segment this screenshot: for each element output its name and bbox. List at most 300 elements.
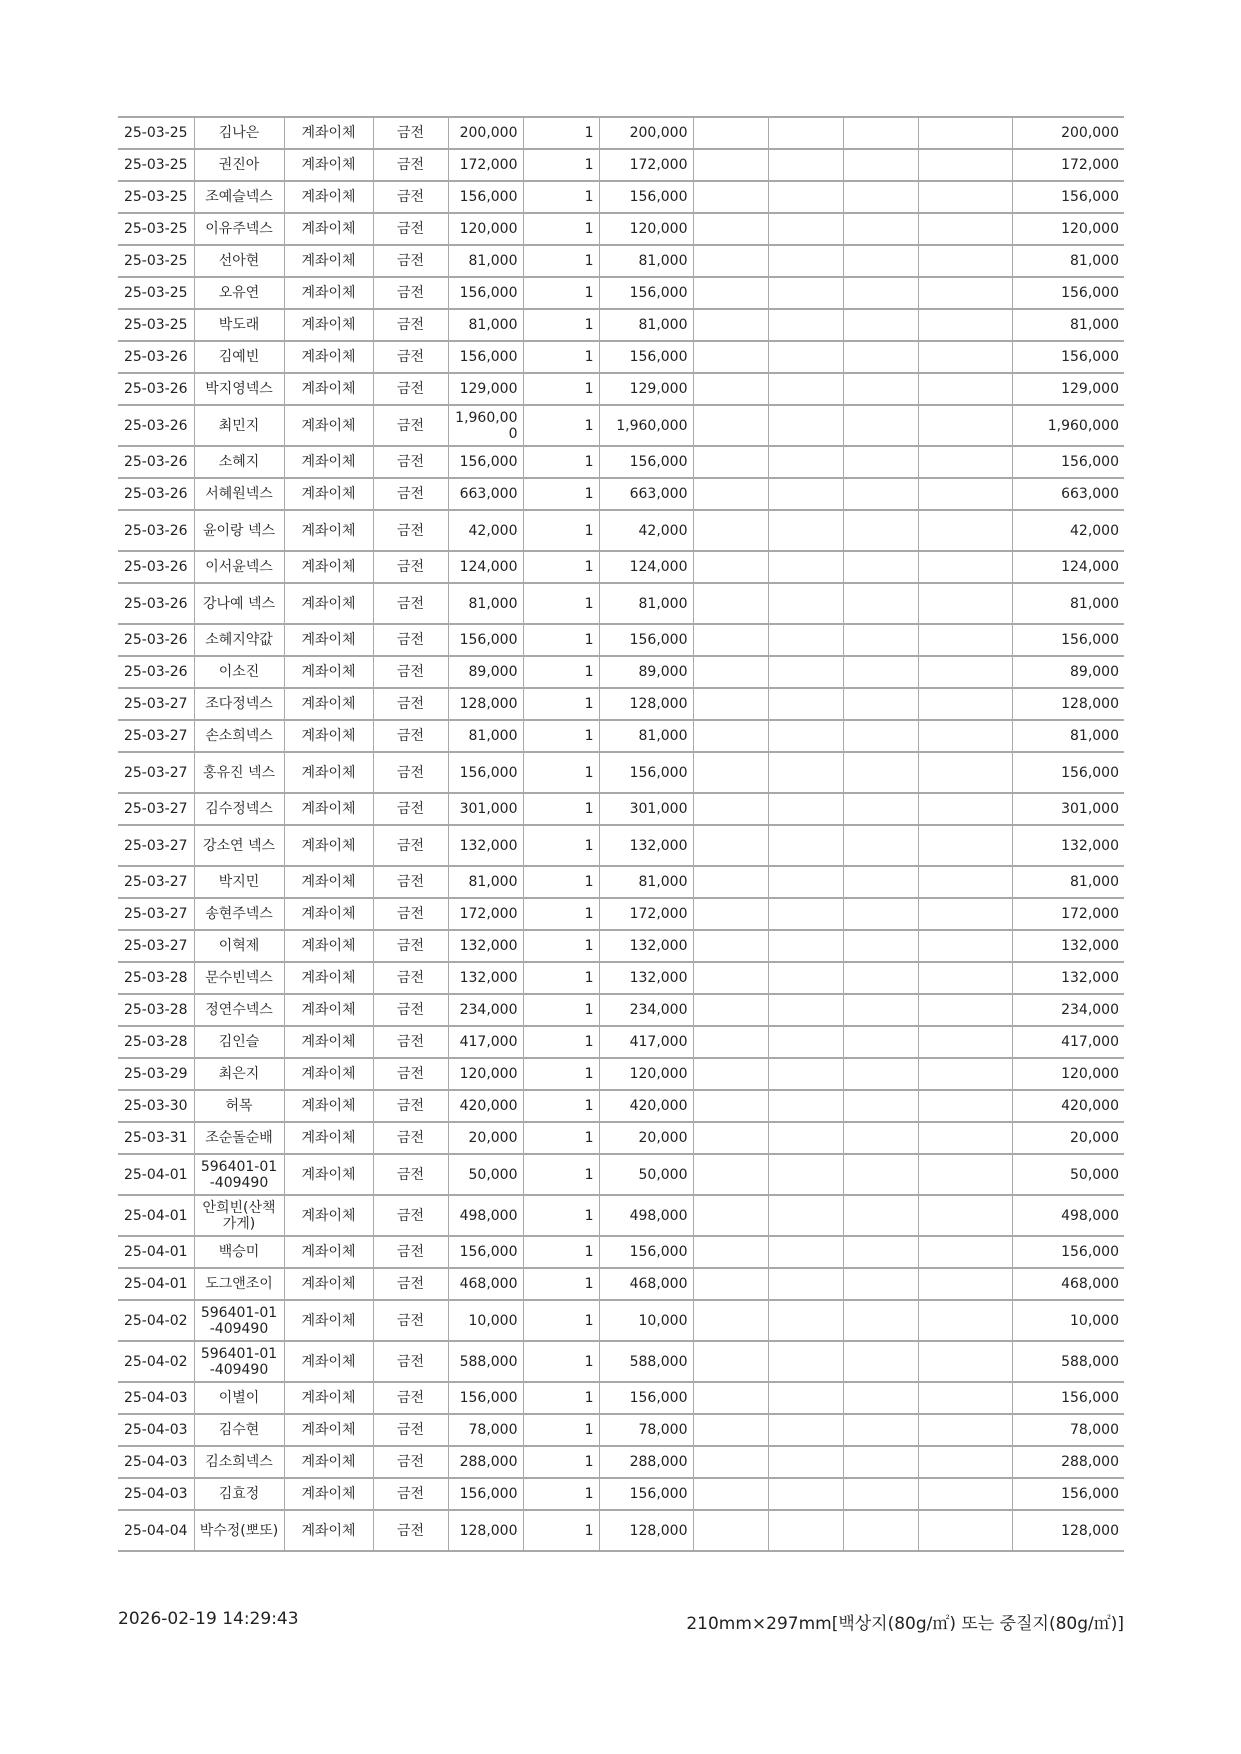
qty-cell: 1 xyxy=(523,656,599,688)
name-cell: 서혜원넥스 xyxy=(194,478,284,510)
amount-cell: 81,000 xyxy=(599,309,693,341)
blank-cell xyxy=(843,1090,918,1122)
name-cell: 이유주넥스 xyxy=(194,213,284,245)
method-cell: 계좌이체 xyxy=(284,1510,373,1551)
blank-cell xyxy=(693,994,768,1026)
qty-cell: 1 xyxy=(523,551,599,583)
method-cell: 계좌이체 xyxy=(284,624,373,656)
date-cell: 25-04-04 xyxy=(118,1510,194,1551)
blank-cell xyxy=(918,405,1012,446)
blank-cell xyxy=(843,825,918,866)
table-row xyxy=(118,309,1124,341)
qty-cell: 1 xyxy=(523,213,599,245)
type-cell: 금전 xyxy=(373,825,448,866)
blank-cell xyxy=(843,117,918,149)
blank-cell xyxy=(918,213,1012,245)
blank-cell xyxy=(918,1382,1012,1414)
qty-cell: 1 xyxy=(523,405,599,446)
qty-cell: 1 xyxy=(523,1300,599,1341)
table-row xyxy=(118,478,1124,510)
date-cell: 25-04-03 xyxy=(118,1478,194,1510)
total-cell: 1,960,000 xyxy=(1012,405,1124,446)
type-cell: 금전 xyxy=(373,1341,448,1382)
price-cell: 172,000 xyxy=(448,149,523,181)
date-cell: 25-04-01 xyxy=(118,1154,194,1195)
blank-cell xyxy=(918,930,1012,962)
blank-cell xyxy=(843,181,918,213)
blank-cell xyxy=(693,1122,768,1154)
amount-cell: 156,000 xyxy=(599,277,693,309)
name-cell: 박수정(뽀또) xyxy=(194,1510,284,1551)
blank-cell xyxy=(768,624,843,656)
table-row xyxy=(118,1195,1124,1236)
blank-cell xyxy=(918,277,1012,309)
name-cell: 조순돌순배 xyxy=(194,1122,284,1154)
blank-cell xyxy=(918,446,1012,478)
table-row xyxy=(118,373,1124,405)
blank-cell xyxy=(918,624,1012,656)
total-cell: 663,000 xyxy=(1012,478,1124,510)
blank-cell xyxy=(843,752,918,793)
amount-cell: 588,000 xyxy=(599,1341,693,1382)
total-cell: 588,000 xyxy=(1012,1341,1124,1382)
qty-cell: 1 xyxy=(523,1510,599,1551)
type-cell: 금전 xyxy=(373,583,448,624)
price-cell: 42,000 xyxy=(448,510,523,551)
qty-cell: 1 xyxy=(523,373,599,405)
total-cell: 156,000 xyxy=(1012,1478,1124,1510)
price-cell: 420,000 xyxy=(448,1090,523,1122)
price-cell: 81,000 xyxy=(448,309,523,341)
table-row xyxy=(118,510,1124,551)
amount-cell: 172,000 xyxy=(599,149,693,181)
blank-cell xyxy=(843,688,918,720)
blank-cell xyxy=(768,1341,843,1382)
table-row xyxy=(118,1268,1124,1300)
blank-cell xyxy=(918,962,1012,994)
total-cell: 78,000 xyxy=(1012,1414,1124,1446)
name-cell: 이별이 xyxy=(194,1382,284,1414)
price-cell: 120,000 xyxy=(448,213,523,245)
price-cell: 89,000 xyxy=(448,656,523,688)
name-cell: 김수정넥스 xyxy=(194,793,284,825)
total-cell: 20,000 xyxy=(1012,1122,1124,1154)
date-cell: 25-03-26 xyxy=(118,583,194,624)
table-row xyxy=(118,866,1124,898)
type-cell: 금전 xyxy=(373,688,448,720)
blank-cell xyxy=(768,583,843,624)
blank-cell xyxy=(693,309,768,341)
qty-cell: 1 xyxy=(523,1058,599,1090)
blank-cell xyxy=(693,1414,768,1446)
date-cell: 25-03-27 xyxy=(118,898,194,930)
method-cell: 계좌이체 xyxy=(284,793,373,825)
method-cell: 계좌이체 xyxy=(284,994,373,1026)
method-cell: 계좌이체 xyxy=(284,1300,373,1341)
qty-cell: 1 xyxy=(523,245,599,277)
type-cell: 금전 xyxy=(373,866,448,898)
blank-cell xyxy=(693,1090,768,1122)
name-cell: 박지영넥스 xyxy=(194,373,284,405)
blank-cell xyxy=(693,551,768,583)
type-cell: 금전 xyxy=(373,277,448,309)
blank-cell xyxy=(693,583,768,624)
blank-cell xyxy=(918,341,1012,373)
date-cell: 25-03-28 xyxy=(118,1026,194,1058)
method-cell: 계좌이체 xyxy=(284,930,373,962)
blank-cell xyxy=(693,898,768,930)
type-cell: 금전 xyxy=(373,1154,448,1195)
blank-cell xyxy=(768,898,843,930)
total-cell: 120,000 xyxy=(1012,1058,1124,1090)
table-row xyxy=(118,825,1124,866)
type-cell: 금전 xyxy=(373,1195,448,1236)
table-row xyxy=(118,656,1124,688)
table-row xyxy=(118,1090,1124,1122)
type-cell: 금전 xyxy=(373,181,448,213)
price-cell: 132,000 xyxy=(448,930,523,962)
price-cell: 1,960,000 xyxy=(448,405,523,446)
name-cell: 안희빈(산책가게) xyxy=(194,1195,284,1236)
date-cell: 25-03-25 xyxy=(118,213,194,245)
price-cell: 288,000 xyxy=(448,1446,523,1478)
type-cell: 금전 xyxy=(373,930,448,962)
name-cell: 박지민 xyxy=(194,866,284,898)
blank-cell xyxy=(918,1195,1012,1236)
blank-cell xyxy=(768,245,843,277)
blank-cell xyxy=(843,1478,918,1510)
blank-cell xyxy=(768,994,843,1026)
name-cell: 선아현 xyxy=(194,245,284,277)
total-cell: 81,000 xyxy=(1012,245,1124,277)
method-cell: 계좌이체 xyxy=(284,656,373,688)
total-cell: 417,000 xyxy=(1012,1026,1124,1058)
name-cell: 김수현 xyxy=(194,1414,284,1446)
total-cell: 132,000 xyxy=(1012,930,1124,962)
total-cell: 129,000 xyxy=(1012,373,1124,405)
type-cell: 금전 xyxy=(373,1026,448,1058)
date-cell: 25-03-27 xyxy=(118,752,194,793)
name-cell: 강나예 넥스 xyxy=(194,583,284,624)
blank-cell xyxy=(768,688,843,720)
method-cell: 계좌이체 xyxy=(284,752,373,793)
blank-cell xyxy=(918,510,1012,551)
blank-cell xyxy=(768,1478,843,1510)
date-cell: 25-04-01 xyxy=(118,1236,194,1268)
blank-cell xyxy=(918,1026,1012,1058)
type-cell: 금전 xyxy=(373,656,448,688)
blank-cell xyxy=(693,149,768,181)
table-row xyxy=(118,149,1124,181)
name-cell: 문수빈넥스 xyxy=(194,962,284,994)
date-cell: 25-03-26 xyxy=(118,510,194,551)
blank-cell xyxy=(693,1026,768,1058)
table-row xyxy=(118,624,1124,656)
blank-cell xyxy=(918,994,1012,1026)
blank-cell xyxy=(693,510,768,551)
type-cell: 금전 xyxy=(373,1446,448,1478)
blank-cell xyxy=(843,277,918,309)
name-cell: 최민지 xyxy=(194,405,284,446)
table-row xyxy=(118,898,1124,930)
type-cell: 금전 xyxy=(373,1478,448,1510)
name-cell: 596401-01-409490 xyxy=(194,1341,284,1382)
blank-cell xyxy=(843,551,918,583)
qty-cell: 1 xyxy=(523,1154,599,1195)
blank-cell xyxy=(693,1382,768,1414)
price-cell: 156,000 xyxy=(448,277,523,309)
blank-cell xyxy=(918,1058,1012,1090)
qty-cell: 1 xyxy=(523,930,599,962)
method-cell: 계좌이체 xyxy=(284,551,373,583)
method-cell: 계좌이체 xyxy=(284,1122,373,1154)
table-row xyxy=(118,962,1124,994)
total-cell: 132,000 xyxy=(1012,825,1124,866)
price-cell: 156,000 xyxy=(448,1382,523,1414)
date-cell: 25-03-27 xyxy=(118,793,194,825)
qty-cell: 1 xyxy=(523,277,599,309)
blank-cell xyxy=(918,583,1012,624)
blank-cell xyxy=(843,1414,918,1446)
blank-cell xyxy=(918,656,1012,688)
type-cell: 금전 xyxy=(373,793,448,825)
blank-cell xyxy=(843,1341,918,1382)
method-cell: 계좌이체 xyxy=(284,1478,373,1510)
method-cell: 계좌이체 xyxy=(284,688,373,720)
table-row xyxy=(118,1236,1124,1268)
blank-cell xyxy=(843,1195,918,1236)
qty-cell: 1 xyxy=(523,898,599,930)
qty-cell: 1 xyxy=(523,866,599,898)
name-cell: 조다정넥스 xyxy=(194,688,284,720)
blank-cell xyxy=(693,117,768,149)
date-cell: 25-03-25 xyxy=(118,181,194,213)
blank-cell xyxy=(843,1300,918,1341)
blank-cell xyxy=(918,1268,1012,1300)
amount-cell: 200,000 xyxy=(599,117,693,149)
type-cell: 금전 xyxy=(373,446,448,478)
blank-cell xyxy=(843,1382,918,1414)
amount-cell: 81,000 xyxy=(599,720,693,752)
amount-cell: 120,000 xyxy=(599,213,693,245)
blank-cell xyxy=(918,752,1012,793)
blank-cell xyxy=(693,1195,768,1236)
blank-cell xyxy=(843,478,918,510)
price-cell: 156,000 xyxy=(448,181,523,213)
qty-cell: 1 xyxy=(523,1478,599,1510)
blank-cell xyxy=(768,341,843,373)
blank-cell xyxy=(768,181,843,213)
price-cell: 200,000 xyxy=(448,117,523,149)
price-cell: 156,000 xyxy=(448,1236,523,1268)
date-cell: 25-04-03 xyxy=(118,1446,194,1478)
table-row xyxy=(118,117,1124,149)
date-cell: 25-03-26 xyxy=(118,551,194,583)
price-cell: 78,000 xyxy=(448,1414,523,1446)
amount-cell: 156,000 xyxy=(599,341,693,373)
blank-cell xyxy=(768,149,843,181)
blank-cell xyxy=(768,962,843,994)
method-cell: 계좌이체 xyxy=(284,1446,373,1478)
date-cell: 25-03-25 xyxy=(118,277,194,309)
table-row xyxy=(118,1446,1124,1478)
amount-cell: 10,000 xyxy=(599,1300,693,1341)
blank-cell xyxy=(768,1446,843,1478)
blank-cell xyxy=(693,1478,768,1510)
blank-cell xyxy=(843,1154,918,1195)
price-cell: 498,000 xyxy=(448,1195,523,1236)
qty-cell: 1 xyxy=(523,825,599,866)
type-cell: 금전 xyxy=(373,1300,448,1341)
qty-cell: 1 xyxy=(523,117,599,149)
amount-cell: 20,000 xyxy=(599,1122,693,1154)
total-cell: 132,000 xyxy=(1012,962,1124,994)
price-cell: 588,000 xyxy=(448,1341,523,1382)
table-row xyxy=(118,1026,1124,1058)
ledger-body xyxy=(118,117,1124,1551)
date-cell: 25-03-27 xyxy=(118,720,194,752)
amount-cell: 124,000 xyxy=(599,551,693,583)
blank-cell xyxy=(768,1300,843,1341)
table-row xyxy=(118,1122,1124,1154)
date-cell: 25-03-26 xyxy=(118,478,194,510)
price-cell: 129,000 xyxy=(448,373,523,405)
blank-cell xyxy=(693,752,768,793)
total-cell: 301,000 xyxy=(1012,793,1124,825)
amount-cell: 498,000 xyxy=(599,1195,693,1236)
blank-cell xyxy=(918,898,1012,930)
blank-cell xyxy=(768,510,843,551)
blank-cell xyxy=(843,994,918,1026)
table-row xyxy=(118,341,1124,373)
blank-cell xyxy=(918,478,1012,510)
blank-cell xyxy=(768,117,843,149)
name-cell: 소혜지 xyxy=(194,446,284,478)
blank-cell xyxy=(693,1268,768,1300)
qty-cell: 1 xyxy=(523,624,599,656)
name-cell: 김소희넥스 xyxy=(194,1446,284,1478)
method-cell: 계좌이체 xyxy=(284,309,373,341)
blank-cell xyxy=(768,478,843,510)
blank-cell xyxy=(768,656,843,688)
total-cell: 128,000 xyxy=(1012,688,1124,720)
amount-cell: 132,000 xyxy=(599,962,693,994)
total-cell: 156,000 xyxy=(1012,752,1124,793)
type-cell: 금전 xyxy=(373,245,448,277)
blank-cell xyxy=(768,309,843,341)
blank-cell xyxy=(918,551,1012,583)
total-cell: 50,000 xyxy=(1012,1154,1124,1195)
date-cell: 25-04-03 xyxy=(118,1414,194,1446)
method-cell: 계좌이체 xyxy=(284,117,373,149)
table-row xyxy=(118,1510,1124,1551)
qty-cell: 1 xyxy=(523,1268,599,1300)
blank-cell xyxy=(768,1090,843,1122)
method-cell: 계좌이체 xyxy=(284,446,373,478)
total-cell: 288,000 xyxy=(1012,1446,1124,1478)
blank-cell xyxy=(693,1236,768,1268)
amount-cell: 301,000 xyxy=(599,793,693,825)
table-row xyxy=(118,793,1124,825)
type-cell: 금전 xyxy=(373,117,448,149)
blank-cell xyxy=(693,930,768,962)
method-cell: 계좌이체 xyxy=(284,341,373,373)
qty-cell: 1 xyxy=(523,309,599,341)
method-cell: 계좌이체 xyxy=(284,825,373,866)
blank-cell xyxy=(768,1268,843,1300)
price-cell: 50,000 xyxy=(448,1154,523,1195)
type-cell: 금전 xyxy=(373,1382,448,1414)
name-cell: 이혁제 xyxy=(194,930,284,962)
name-cell: 백승미 xyxy=(194,1236,284,1268)
name-cell: 박도래 xyxy=(194,309,284,341)
blank-cell xyxy=(693,720,768,752)
table-row xyxy=(118,405,1124,446)
print-timestamp: 2026-02-19 14:29:43 xyxy=(118,1609,299,1629)
blank-cell xyxy=(693,245,768,277)
blank-cell xyxy=(843,309,918,341)
amount-cell: 129,000 xyxy=(599,373,693,405)
blank-cell xyxy=(918,245,1012,277)
amount-cell: 156,000 xyxy=(599,624,693,656)
blank-cell xyxy=(693,624,768,656)
table-row xyxy=(118,994,1124,1026)
price-cell: 10,000 xyxy=(448,1300,523,1341)
qty-cell: 1 xyxy=(523,446,599,478)
method-cell: 계좌이체 xyxy=(284,898,373,930)
amount-cell: 132,000 xyxy=(599,825,693,866)
price-cell: 417,000 xyxy=(448,1026,523,1058)
name-cell: 김예빈 xyxy=(194,341,284,373)
table-row xyxy=(118,181,1124,213)
name-cell: 조예슬넥스 xyxy=(194,181,284,213)
date-cell: 25-03-30 xyxy=(118,1090,194,1122)
type-cell: 금전 xyxy=(373,213,448,245)
date-cell: 25-04-01 xyxy=(118,1195,194,1236)
type-cell: 금전 xyxy=(373,309,448,341)
date-cell: 25-03-28 xyxy=(118,994,194,1026)
name-cell: 김효정 xyxy=(194,1478,284,1510)
blank-cell xyxy=(693,962,768,994)
table-row xyxy=(118,551,1124,583)
price-cell: 172,000 xyxy=(448,898,523,930)
method-cell: 계좌이체 xyxy=(284,245,373,277)
name-cell: 권진아 xyxy=(194,149,284,181)
amount-cell: 663,000 xyxy=(599,478,693,510)
type-cell: 금전 xyxy=(373,720,448,752)
blank-cell xyxy=(768,373,843,405)
qty-cell: 1 xyxy=(523,181,599,213)
type-cell: 금전 xyxy=(373,1268,448,1300)
table-row xyxy=(118,752,1124,793)
type-cell: 금전 xyxy=(373,551,448,583)
type-cell: 금전 xyxy=(373,898,448,930)
date-cell: 25-04-01 xyxy=(118,1268,194,1300)
blank-cell xyxy=(843,213,918,245)
blank-cell xyxy=(843,1058,918,1090)
blank-cell xyxy=(843,1026,918,1058)
blank-cell xyxy=(843,149,918,181)
blank-cell xyxy=(843,1446,918,1478)
total-cell: 200,000 xyxy=(1012,117,1124,149)
amount-cell: 172,000 xyxy=(599,898,693,930)
name-cell: 오유연 xyxy=(194,277,284,309)
blank-cell xyxy=(918,825,1012,866)
amount-cell: 156,000 xyxy=(599,181,693,213)
ledger-table xyxy=(118,116,1124,1552)
blank-cell xyxy=(918,720,1012,752)
blank-cell xyxy=(918,1414,1012,1446)
